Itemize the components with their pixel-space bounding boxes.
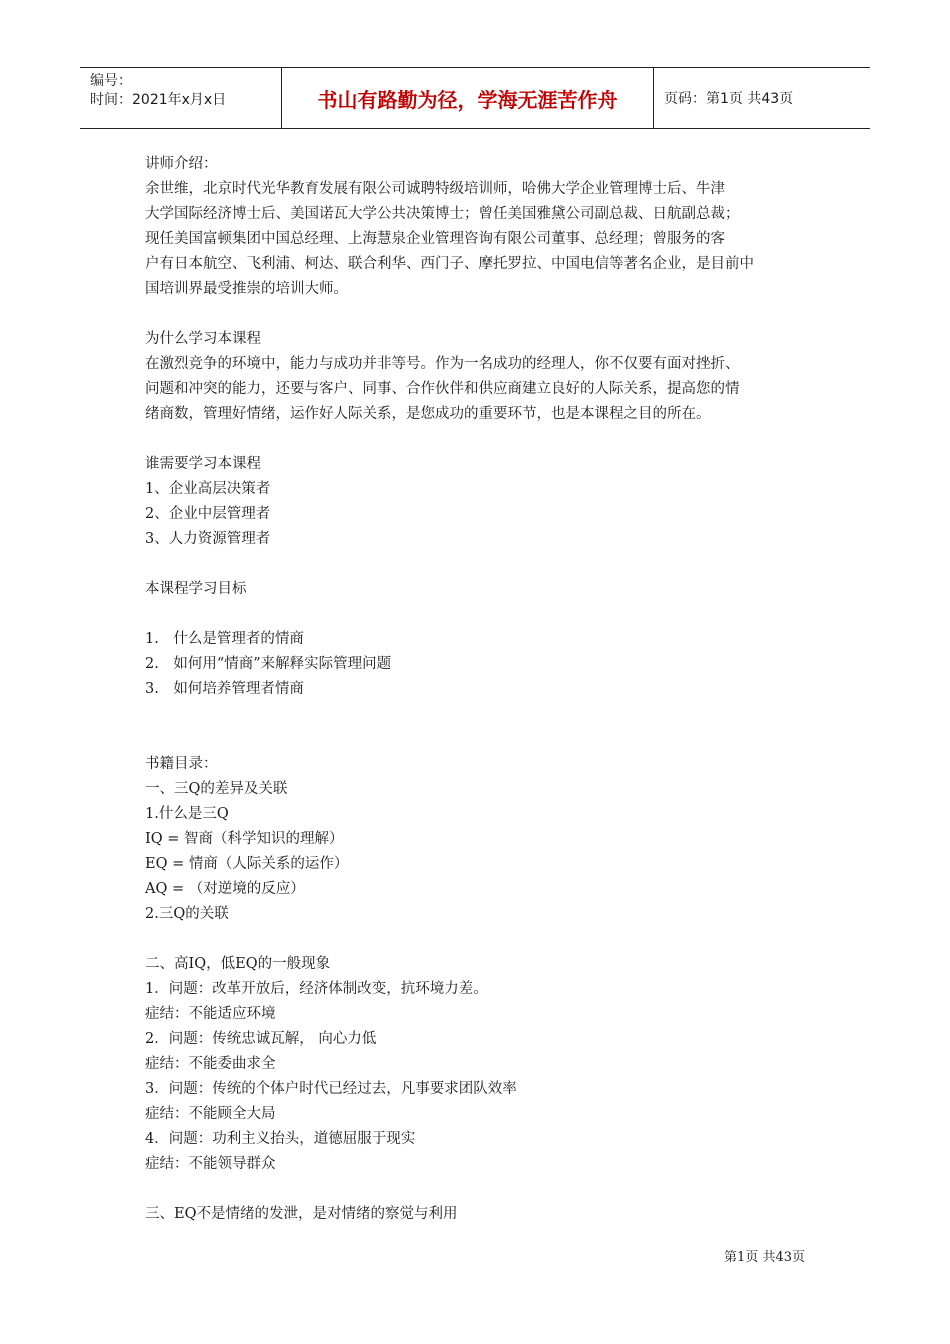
header-page-number: 页码：第1页 共43页 <box>664 91 794 107</box>
lecturer-line: 现任美国富顿集团中国总经理、上海慧泉企业管理咨询有限公司董事、总经理；曾服务的客 <box>145 231 725 247</box>
why-line: 在激烈竞争的环境中，能力与成功并非等号。作为一名成功的经理人，你不仅要有面对挫折、 <box>145 356 740 372</box>
goals-title: 本课程学习目标 <box>145 581 247 597</box>
goal-item: 3. 如何培养管理者情商 <box>145 681 304 697</box>
goal-item: 2. 如何用“情商”来解释实际管理问题 <box>145 656 392 672</box>
lecturer-line: 余世维，北京时代光华教育发展有限公司诚聘特级培训师，哈佛大学企业管理博士后、牛津 <box>145 181 725 197</box>
who-item: 1、企业高层决策者 <box>145 481 271 497</box>
who-title: 谁需要学习本课程 <box>145 456 261 472</box>
page-header <box>80 67 870 129</box>
toc-line: 症结：不能适应环境 <box>145 1006 276 1022</box>
toc-line: 症结：不能领导群众 <box>145 1156 276 1172</box>
goal-item: 1. 什么是管理者的情商 <box>145 631 304 647</box>
who-item: 3、人力资源管理者 <box>145 531 271 547</box>
why-title: 为什么学习本课程 <box>145 331 261 347</box>
doc-time-label: 时间：2021年x月x日 <box>90 92 227 108</box>
why-line: 绪商数，管理好情绪，运作好人际关系，是您成功的重要环节，也是本课程之目的所在。 <box>145 406 711 422</box>
toc-title: 书籍目录： <box>145 756 218 772</box>
toc-line: 4．问题：功利主义抬头，道德屈服于现实 <box>145 1131 416 1147</box>
toc-line: 三、EQ不是情绪的发泄，是对情绪的察觉与利用 <box>145 1206 458 1222</box>
toc-line: EQ = 情商（人际关系的运作） <box>145 856 349 872</box>
who-item: 2、企业中层管理者 <box>145 506 271 522</box>
toc-line: 1．问题：改革开放后，经济体制改变，抗环境力差。 <box>145 981 488 997</box>
page-footer: 第1页 共43页 <box>724 1250 805 1265</box>
document-body <box>145 152 815 1227</box>
toc-line: 2．问题：传统忠诚瓦解， 向心力低 <box>145 1031 377 1047</box>
doc-number-label: 编号： <box>90 73 132 89</box>
toc-line: 3．问题：传统的个体户时代已经过去，凡事要求团队效率 <box>145 1081 517 1097</box>
lecturer-line: 国培训界最受推崇的培训大师。 <box>145 281 348 297</box>
toc-line: AQ = （对逆境的反应） <box>145 881 305 897</box>
toc-line: 一、三Q的差异及关联 <box>145 781 288 797</box>
header-motto: 书山有路勤为径，学海无涯苦作舟 <box>282 68 654 128</box>
lecturer-title: 讲师介绍： <box>145 156 218 172</box>
toc-line: 2.三Q的关联 <box>145 906 229 922</box>
toc-line: IQ = 智商（科学知识的理解） <box>145 831 344 847</box>
header-meta <box>80 68 282 128</box>
lecturer-line: 户有日本航空、飞利浦、柯达、联合利华、西门子、摩托罗拉、中国电信等著名企业，是目前中 <box>145 256 754 272</box>
toc-line: 症结：不能顾全大局 <box>145 1106 276 1122</box>
toc-line: 1.什么是三Q <box>145 806 229 822</box>
lecturer-line: 大学国际经济博士后、美国诺瓦大学公共决策博士；曾任美国雅黛公司副总裁、日航副总裁； <box>145 206 740 222</box>
why-line: 问题和冲突的能力，还要与客户、同事、合作伙伴和供应商建立良好的人际关系，提高您的情 <box>145 381 740 397</box>
toc-line: 二、高IQ，低EQ的一般现象 <box>145 956 331 972</box>
toc-line: 症结：不能委曲求全 <box>145 1056 276 1072</box>
